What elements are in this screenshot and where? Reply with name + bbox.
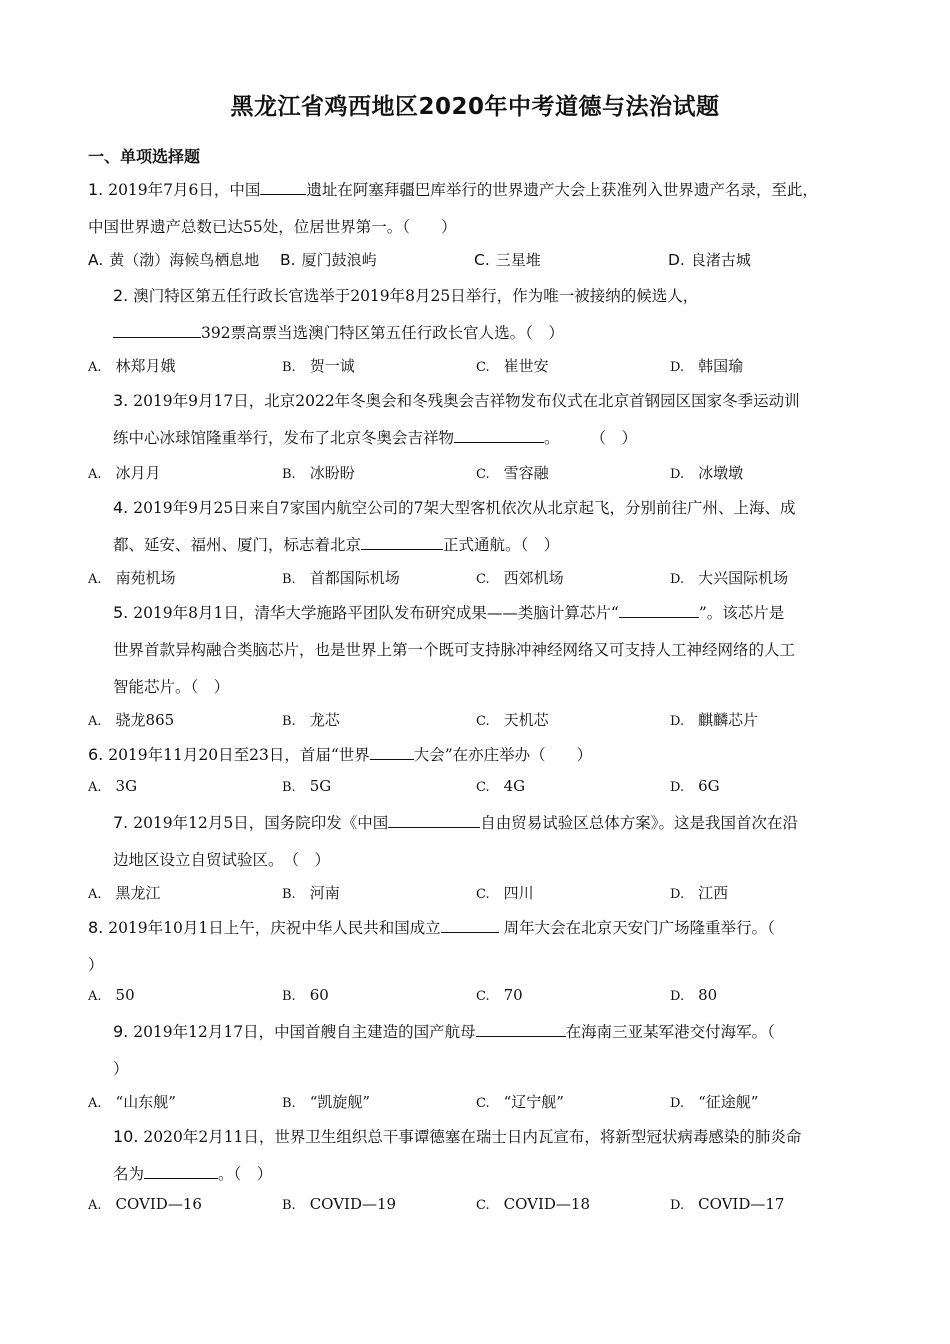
question-6-line-1	[88, 743, 592, 765]
page-title: 黑龙江省鸡西地区2020年中考道德与法治试题	[230, 94, 720, 120]
question-4-options	[88, 567, 888, 589]
option-a: A. 骁龙865	[88, 711, 175, 729]
question-8-line-1	[88, 916, 775, 938]
answer-blank	[370, 745, 414, 760]
option-b: B. 冰盼盼	[282, 464, 355, 482]
question-10-options	[88, 1195, 888, 1217]
question-4-line-2	[113, 533, 559, 555]
question-text: 澳门特区第五任行政长官选举于2019年8月25日举行，作为唯一被接纳的候选人，	[133, 287, 699, 305]
option-b: B. 首都国际机场	[282, 569, 400, 587]
question-text: 在海南三亚某军港交付海军。（	[565, 1023, 775, 1041]
option-b: B. 5G	[282, 777, 332, 795]
question-text: 自由贸易试验区总体方案》。这是我国首次在沿	[480, 814, 799, 832]
question-10-line-2	[113, 1162, 272, 1184]
question-text: 大会”在亦庄举办（ ）	[413, 746, 593, 764]
option-b: B. 河南	[282, 884, 340, 902]
question-8-options	[88, 986, 888, 1008]
question-5-options	[88, 709, 888, 731]
answer-blank	[388, 813, 480, 828]
option-a: A. 林郑月娥	[88, 357, 176, 375]
question-text: 2019年9月17日，北京2022年冬奥会和冬残奥会吉祥物发布仪式在北京首钢园区国家冬季运动训	[133, 392, 800, 410]
question-number: 10.	[113, 1127, 139, 1146]
option-c: C. 雪容融	[476, 464, 549, 482]
option-a: A. COVID—16	[88, 1195, 202, 1213]
question-text: 正式通航。（ ）	[443, 536, 560, 554]
question-10-line-1	[113, 1125, 801, 1147]
question-text: 练中心冰球馆隆重举行，发布了北京冬奥会吉祥物	[113, 429, 455, 447]
question-number: 1.	[88, 180, 104, 199]
question-text: 都、延安、福州、厦门，标志着北京	[113, 536, 362, 554]
option-d: D. 麒麟芯片	[670, 711, 759, 729]
section-heading: 一、单项选择题	[88, 147, 201, 166]
option-a: A. 冰月月	[88, 464, 161, 482]
question-number: 8.	[88, 918, 104, 937]
question-text: 2019年9月25日来自7家国内航空公司的7架大型客机依次从北京起飞，分别前往广州、上海、成	[133, 499, 796, 517]
question-1-line-2: 中国世界遗产总数已达55处，位居世界第一。（ ）	[88, 218, 457, 236]
question-7-line-1	[113, 811, 798, 833]
question-text: 2019年10月1日上午，庆祝中华人民共和国成立	[108, 919, 441, 937]
question-number: 6.	[88, 745, 104, 764]
question-text: 2019年7月6日，中国	[108, 181, 261, 199]
answer-blank	[619, 603, 699, 618]
question-2-line-2	[113, 321, 564, 343]
question-number: 3.	[113, 391, 129, 410]
option-b: B. 贺一诚	[282, 357, 355, 375]
question-text: 遗址在阿塞拜疆巴库举行的世界遗产大会上获准列入世界遗产名录，至此，	[306, 181, 818, 199]
question-text: 2019年12月5日，国务院印发《中国	[133, 814, 389, 832]
option-a: A. 50	[88, 986, 135, 1004]
question-number: 4.	[113, 498, 129, 517]
answer-blank	[361, 535, 443, 550]
option-d: D. 80	[670, 986, 718, 1004]
option-c: C. “辽宁舰”	[476, 1093, 564, 1111]
question-5-line-1	[113, 601, 784, 623]
question-9-options	[88, 1091, 888, 1113]
option-c: C. 四川	[476, 884, 534, 902]
question-number: 7.	[113, 813, 129, 832]
question-number: 2.	[113, 286, 129, 305]
option-d: D. 大兴国际机场	[670, 569, 789, 587]
question-9-line-2: ）	[113, 1060, 129, 1078]
question-3-line-1	[113, 389, 800, 411]
answer-blank	[144, 1164, 218, 1179]
option-a: A. 3G	[88, 777, 138, 795]
question-2-options	[88, 355, 888, 377]
option-d: D. 江西	[670, 884, 729, 902]
question-1-line-1	[88, 178, 818, 200]
question-1-options	[88, 249, 888, 271]
question-text: 名为	[113, 1165, 145, 1183]
option-b: B. “凯旋舰”	[282, 1093, 371, 1111]
option-c: C. 三星堆	[474, 251, 541, 269]
option-d: D. 韩国瑜	[670, 357, 744, 375]
option-d: D. COVID—17	[670, 1195, 785, 1213]
option-b: B. 厦门鼓浪屿	[280, 251, 377, 269]
question-text: 2019年12月17日，中国首艘自主建造的国产航母	[133, 1023, 476, 1041]
question-8-line-2: ）	[88, 956, 104, 974]
question-3-options	[88, 462, 888, 484]
question-text: 392票高票当选澳门特区第五任行政长官人选。（ ）	[201, 324, 564, 342]
question-text: 2019年11月20日至23日，首届“世界	[108, 746, 370, 764]
question-text: 。（ ）	[218, 1165, 273, 1183]
option-c: C. 70	[476, 986, 523, 1004]
question-text: 2019年8月1日，清华大学施路平团队发布研究成果——类脑计算芯片“	[133, 604, 619, 622]
question-number: 9.	[113, 1022, 129, 1041]
question-text: 周年大会在北京天安门广场隆重举行。（	[498, 919, 775, 937]
answer-blank	[260, 180, 306, 195]
option-c: C. 天机芯	[476, 711, 549, 729]
option-b: B. 60	[282, 986, 329, 1004]
question-4-line-1	[113, 496, 795, 518]
option-a: A. 南苑机场	[88, 569, 176, 587]
question-number: 5.	[113, 603, 129, 622]
option-c: C. 西郊机场	[476, 569, 564, 587]
question-9-line-1	[113, 1020, 775, 1042]
option-d: D. 冰墩墩	[670, 464, 744, 482]
question-5-line-2: 世界首款异构融合类脑芯片，也是世界上第一个既可支持脉冲神经网络又可支持人工神经网络的人工	[113, 641, 796, 659]
question-text: 2020年2月11日，世界卫生组织总干事谭德塞在瑞士日内瓦宣布，将新型冠状病毒感染的肺炎命	[143, 1128, 802, 1146]
option-a: A. 黑龙江	[88, 884, 161, 902]
option-c: C. 崔世安	[476, 357, 549, 375]
answer-blank	[476, 1022, 566, 1037]
question-6-options	[88, 777, 888, 799]
question-7-line-2: 边地区设立自贸试验区。 （ ）	[113, 851, 331, 869]
option-a: A. “山东舰”	[88, 1093, 176, 1111]
question-3-line-2	[113, 426, 637, 448]
question-2-line-1	[113, 284, 698, 306]
option-d: D. 良渚古城	[668, 251, 751, 269]
option-d: D. 6G	[670, 777, 720, 795]
option-a: A. 黄（渤）海候鸟栖息地	[88, 251, 260, 269]
option-d: D. “征途舰”	[670, 1093, 759, 1111]
option-c: C. 4G	[476, 777, 526, 795]
answer-blank	[441, 918, 499, 933]
answer-blank	[113, 323, 201, 338]
option-b: B. 龙芯	[282, 711, 340, 729]
question-5-line-3: 智能芯片。（ ）	[113, 678, 230, 696]
answer-blank	[454, 428, 544, 443]
option-b: B. COVID—19	[282, 1195, 397, 1213]
question-text: ”。该芯片是	[698, 604, 785, 622]
question-text: 。 （ ）	[544, 429, 638, 447]
option-c: C. COVID—18	[476, 1195, 591, 1213]
question-7-options	[88, 882, 888, 904]
